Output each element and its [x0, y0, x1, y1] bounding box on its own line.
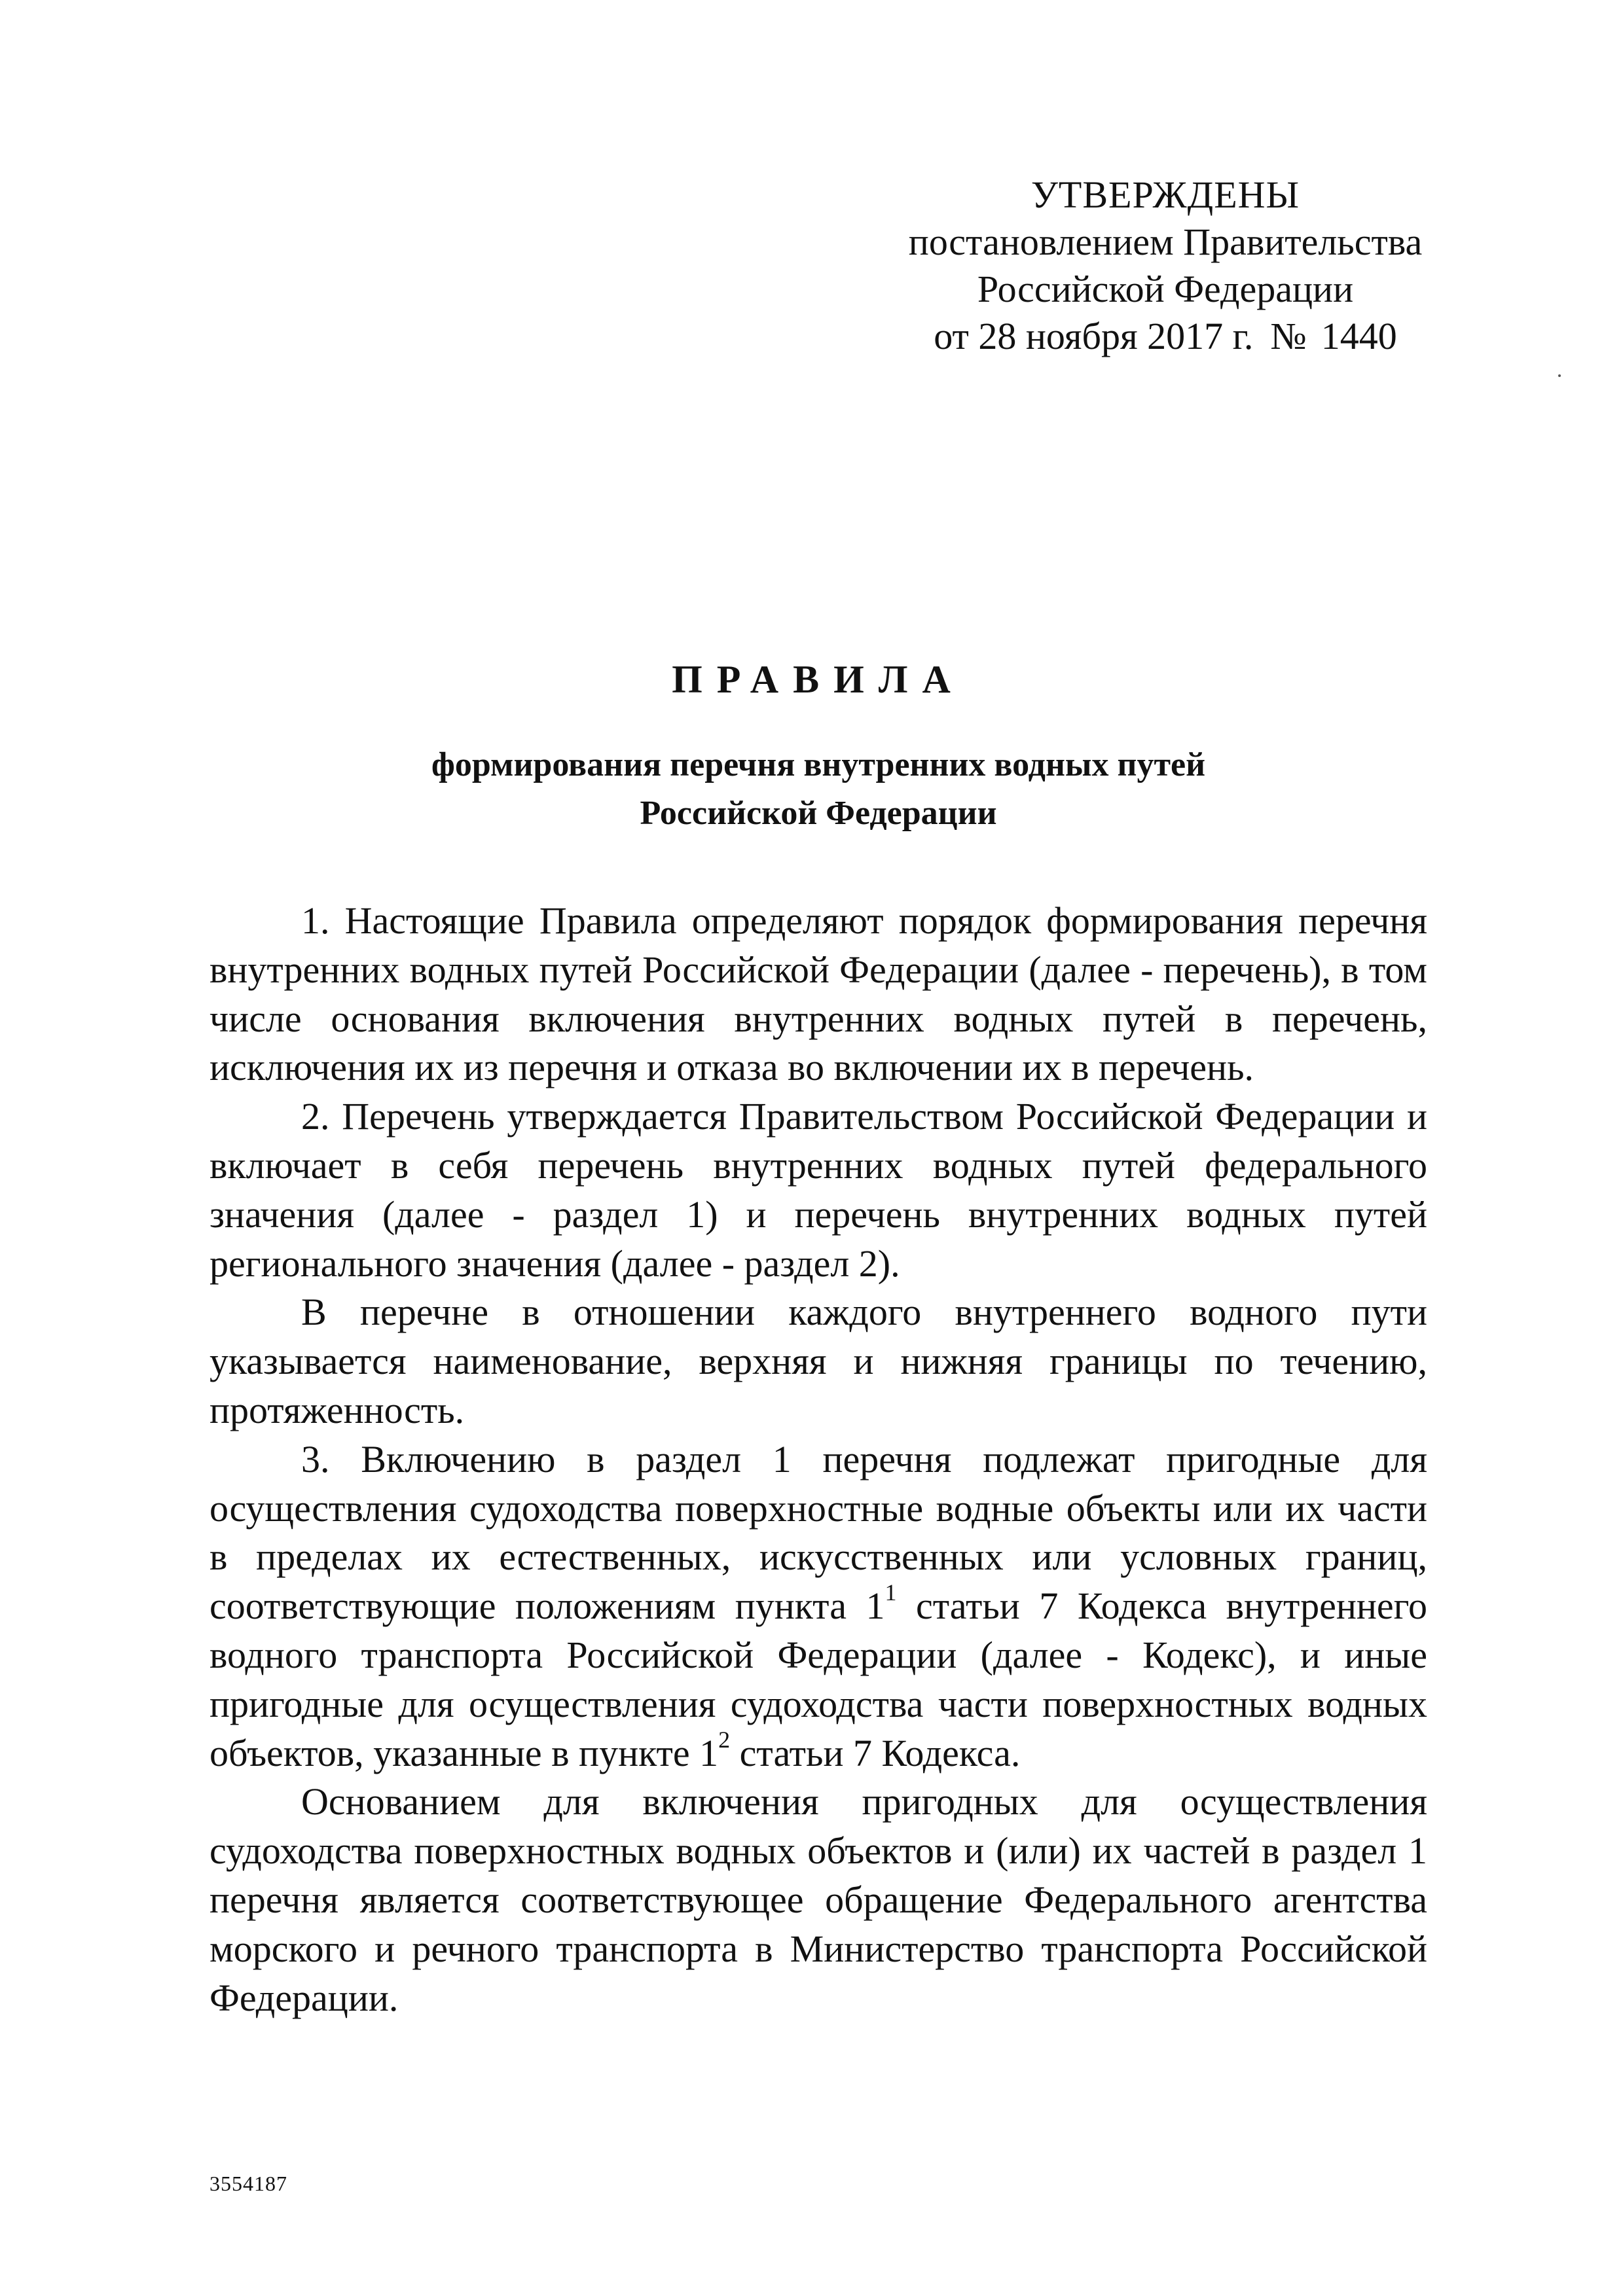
paragraph-4-part-2: статьи 7 Кодекса внутреннего водного транспорта Российской Федерации (далее - Кодекс), и иные пригодные для осуществления судоходства части поверхностных водных объектов, указанные в пункте 1: [210, 1585, 1428, 1774]
scan-speck: [1558, 374, 1561, 377]
approval-number: 1440: [1321, 315, 1397, 357]
superscript-1: 1: [884, 1579, 897, 1606]
document-heading: [196, 655, 1440, 838]
paragraph-3: В перечне в отношении каждого внутреннего водного пути указывается наименование, верхняя и нижняя границы по течению, протяженность.: [210, 1291, 1427, 1431]
approval-title: УТВЕРЖДЕНЫ: [1030, 173, 1300, 216]
paragraph-4-part-3: статьи 7 Кодекса.: [730, 1731, 1021, 1774]
document-id: 3554187: [210, 2172, 287, 2195]
paragraph-4: [210, 1435, 1427, 1778]
approval-number-sign: №: [1270, 315, 1307, 357]
approval-block: [877, 171, 1453, 360]
approval-date: от 28 ноября 2017 г.: [934, 315, 1254, 357]
paragraph-2: 2. Перечень утверждается Правительством Российской Федерации и включает в себя перечень внутренних водных путей федерального значения (далее - раздел 1) и перечень внутренних водных путей регионального значения (далее - раздел 2).: [210, 1095, 1427, 1285]
paragraph-5: Основанием для включения пригодных для осуществления судоходства поверхностных водных объектов и (или) их частей в раздел 1 перечня является соответствующее обращение Федерального агентства морского и речного транспорта в Министерство транспорта Российской Федерации.: [210, 1780, 1427, 2019]
document-title: ПРАВИЛА: [672, 658, 965, 701]
superscript-2: 2: [718, 1726, 731, 1753]
approval-date-line: [877, 313, 1453, 360]
document-subtitle-line-2: Российской Федерации: [640, 795, 997, 832]
document-body: [210, 897, 1427, 2022]
paragraph-4-part-1: 3. Включению в раздел 1 перечня подлежат пригодные для осуществления судоходства поверхностные водные объекты или их части в пределах их естественных, искусственных или условных границ, соответствующие положениям пункта 1: [210, 1437, 1427, 1628]
document-subtitle-line-1: формирования перечня внутренних водных путей: [431, 746, 1206, 783]
approval-line-resolution: постановлением Правительства: [908, 221, 1423, 263]
approval-line-government: Российской Федерации: [977, 268, 1354, 310]
paragraph-1: 1. Настоящие Правила определяют порядок формирования перечня внутренних водных путей Российской Федерации (далее - перечень), в том числе основания включения внутренних водных путей в перечень, исключения их из перечня и отказа во включении их в перечень.: [210, 899, 1427, 1089]
